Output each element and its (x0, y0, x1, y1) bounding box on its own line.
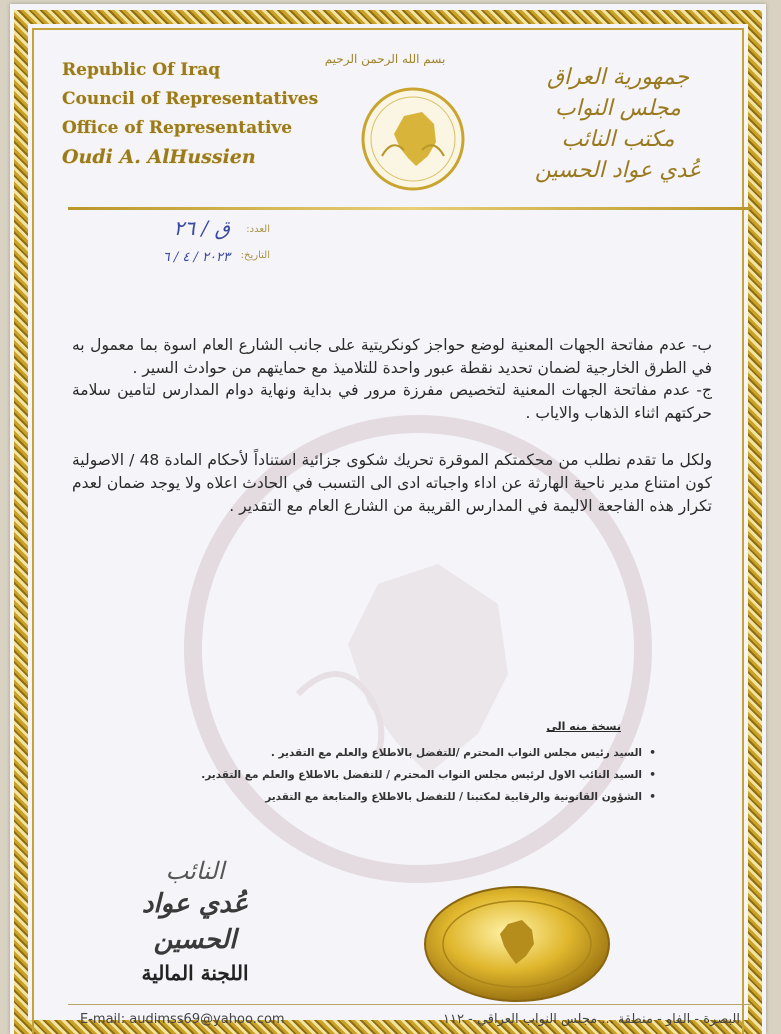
header-divider (68, 207, 752, 210)
reference-date (80, 242, 270, 268)
header-ar-line-name: عُدي عواد الحسين (534, 158, 702, 183)
iraq-map-emblem-icon (360, 86, 466, 192)
header-en-line-name: Oudi A. AlHussien (62, 146, 256, 168)
reference-number-value: ق / ٢٦ (173, 216, 230, 240)
copy-to-title: نسخة منه الى (546, 720, 621, 733)
reference-date-value: ٢٠٢٣ / ٤ / ٦ (162, 250, 230, 265)
footer-divider (68, 1004, 752, 1005)
copy-to-item: • السيد النائب الاول لرئيس مجلس النواب المحترم / للتفضل بالاطلاع والعلم مع التقدير. (176, 764, 656, 786)
paragraph-c: ج- عدم مفاتحة الجهات المعنية لتخصيص مفرزة مرور في بداية ونهاية دوام المدارس لتامين سلامة حركتهم اثناء الذهاب والاياب . (72, 381, 712, 422)
header-ar-line-country: جمهورية العراق (546, 65, 690, 90)
header-en-line-office: Office of Representative (62, 118, 293, 138)
signature-committee: اللجنة المالية (141, 961, 249, 985)
footer (80, 1012, 740, 1027)
footer-address: البصرة - الفاو - منطقة ... مجلس النواب العراقي - ١١٢ (443, 1012, 740, 1027)
header-ar-line-council: مجلس النواب (555, 96, 681, 121)
letter-page (10, 4, 766, 1034)
header-english (62, 56, 319, 172)
header-en-line-council: Council of Representatives (62, 89, 319, 109)
copy-to-list (176, 742, 656, 808)
reference-block (80, 216, 270, 268)
copy-to-item: • الشؤون القانونية والرقابية لمكتبنا / للتفضل بالاطلاع والمتابعة مع التقدير (176, 786, 656, 808)
signature-title: النائب (165, 857, 225, 885)
footer-email[interactable]: E-mail: audimss69@yahoo.com (80, 1012, 285, 1027)
paragraph-request: ولكل ما تقدم نطلب من محكمتكم الموقرة تحريك شكوى جزائية استناداً لأحكام المادة 48 / الاصولية كون امتناع مدير ناحية الهارثة عن اداء واجباته ادى الى التسبب في الحادث اعلاه ولا يوجد ضمان لعدم تكرار هذه الفاجعة الاليمة في المدارس القريبة من الشارع العام مع التقدير . (72, 451, 712, 515)
gold-seal-icon (422, 884, 612, 1004)
basmala: بسم الله الرحمن الرحيم (324, 52, 446, 66)
letter-body (72, 334, 712, 517)
signature-block (100, 856, 290, 988)
signature-name: عُدي عواد الحسين (141, 889, 249, 955)
copy-to-item: • السيد رئيس مجلس النواب المحترم /للتفضل بالاطلاع والعلم مع التقدير . (176, 742, 656, 764)
header-arabic (518, 62, 718, 186)
reference-number (80, 216, 270, 242)
paragraph-b: ب- عدم مفاتحة الجهات المعنية لوضع حواجز كونكريتية على جانب الشارع العام اسوة بما معمول به في الطرق الخارجية لضمان تحديد نقطة عبور واحدة للتلاميذ مع حمايتهم من حوادث السير . (72, 336, 712, 377)
reference-date-label: التاريخ: (240, 250, 270, 261)
reference-number-label: العدد: (246, 224, 270, 235)
header-en-line-country: Republic Of Iraq (62, 60, 221, 80)
header-ar-line-office: مكتب النائب (561, 127, 675, 152)
